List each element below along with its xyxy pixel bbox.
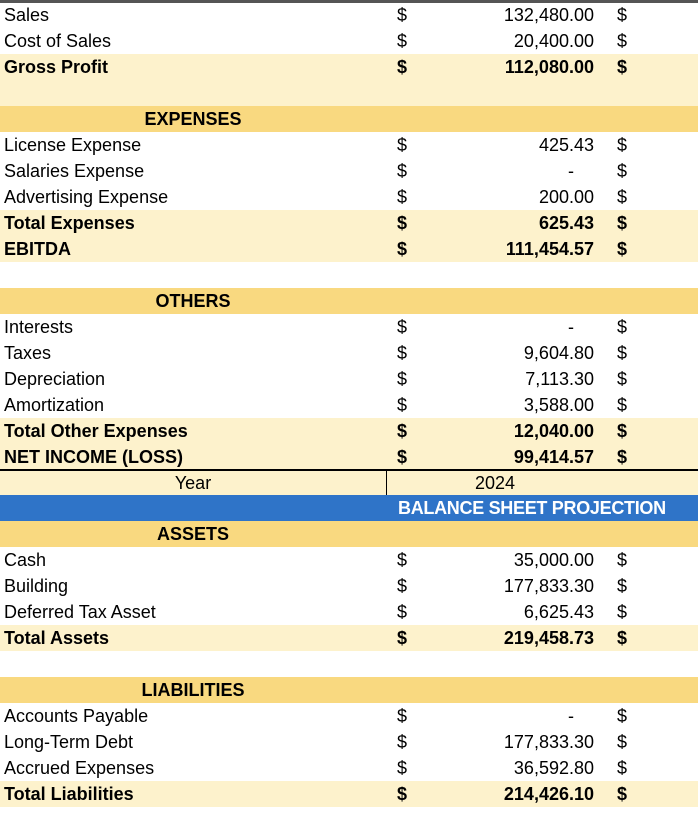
row-value: 625.43	[538, 213, 594, 233]
currency-symbol: $	[396, 576, 407, 596]
row-cash[interactable]	[0, 547, 698, 573]
row-label: Depreciation	[4, 369, 106, 389]
row-label: Sales	[4, 5, 50, 25]
row-value: 35,000.00	[513, 550, 594, 570]
row-value: 9,604.80	[523, 343, 594, 363]
row-value: 177,833.30	[503, 576, 594, 596]
row-deferred-tax-asset[interactable]	[0, 599, 698, 625]
row-label: Total Liabilities	[4, 784, 134, 804]
row-value: 111,454.57	[505, 239, 594, 259]
section-title: OTHERS	[155, 291, 231, 311]
row-label: Building	[4, 576, 69, 596]
currency-symbol: $	[396, 5, 407, 25]
currency-symbol: $	[396, 31, 407, 51]
currency-symbol: $	[396, 161, 407, 181]
year-label: Year	[174, 473, 212, 493]
currency-symbol: $	[616, 31, 627, 51]
section-header-assets[interactable]	[0, 521, 698, 547]
currency-symbol: $	[396, 343, 407, 363]
row-value: 12,040.00	[513, 421, 594, 441]
section-header-others[interactable]	[0, 288, 698, 314]
currency-symbol: $	[616, 758, 627, 778]
currency-symbol: $	[616, 187, 627, 207]
row-value: 177,833.30	[503, 732, 594, 752]
section-header-expenses[interactable]	[0, 106, 698, 132]
row-year[interactable]	[0, 471, 698, 495]
row-advertising-expense[interactable]	[0, 184, 698, 210]
row-license-expense[interactable]	[0, 132, 698, 158]
row-value: 200.00	[538, 187, 594, 207]
row-label: Cost of Sales	[4, 31, 112, 51]
balance-sheet-title: BALANCE SHEET PROJECTION	[398, 498, 666, 518]
currency-symbol: $	[616, 369, 627, 389]
currency-symbol: $	[616, 135, 627, 155]
currency-symbol: $	[396, 602, 407, 622]
row-building[interactable]	[0, 573, 698, 599]
row-taxes[interactable]	[0, 340, 698, 366]
row-net-income[interactable]	[0, 444, 698, 470]
row-total-assets[interactable]	[0, 625, 698, 651]
row-label: Gross Profit	[4, 57, 109, 77]
row-label: Total Expenses	[4, 213, 135, 233]
row-label: Interests	[4, 317, 74, 337]
row-value: 6,625.43	[523, 602, 594, 622]
spacer-row	[0, 262, 698, 288]
row-depreciation[interactable]	[0, 366, 698, 392]
row-label: Advertising Expense	[4, 187, 169, 207]
row-value: 112,080.00	[504, 57, 594, 77]
row-amortization[interactable]	[0, 392, 698, 418]
currency-symbol: $	[396, 706, 407, 726]
row-accrued-expenses[interactable]	[0, 755, 698, 781]
currency-symbol: $	[616, 161, 627, 181]
row-cost-of-sales[interactable]	[0, 28, 698, 54]
row-label: NET INCOME (LOSS)	[4, 447, 183, 467]
currency-symbol: $	[616, 550, 627, 570]
row-accounts-payable[interactable]	[0, 703, 698, 729]
section-title: ASSETS	[156, 524, 230, 544]
row-label: Total Assets	[4, 628, 110, 648]
column-separator	[386, 471, 387, 495]
currency-symbol: $	[616, 732, 627, 752]
row-value: -	[568, 706, 574, 726]
row-label: Amortization	[4, 395, 105, 415]
currency-symbol: $	[396, 628, 407, 648]
row-value: 99,414.57	[513, 447, 594, 467]
row-ebitda[interactable]	[0, 236, 698, 262]
spacer-row	[0, 651, 698, 677]
currency-symbol: $	[396, 213, 407, 233]
balance-sheet-title-bar[interactable]	[0, 495, 698, 521]
row-value: -	[568, 161, 574, 181]
row-salaries-expense[interactable]	[0, 158, 698, 184]
row-total-expenses[interactable]	[0, 210, 698, 236]
row-value: 132,480.00	[503, 5, 594, 25]
currency-symbol: $	[396, 421, 407, 441]
row-label: EBITDA	[4, 239, 71, 259]
currency-symbol: $	[616, 343, 627, 363]
currency-symbol: $	[396, 447, 407, 467]
currency-symbol: $	[616, 602, 627, 622]
row-value: 3,588.00	[523, 395, 594, 415]
currency-symbol: $	[396, 784, 407, 804]
currency-symbol: $	[616, 317, 627, 337]
row-interests[interactable]	[0, 314, 698, 340]
row-label: Total Other Expenses	[4, 421, 188, 441]
row-value: 425.43	[538, 135, 594, 155]
row-value: 219,458.73	[503, 628, 594, 648]
currency-symbol: $	[616, 239, 627, 259]
row-value: 20,400.00	[513, 31, 594, 51]
row-label: Taxes	[4, 343, 52, 363]
row-label: Cash	[4, 550, 47, 570]
row-value: -	[568, 317, 574, 337]
currency-symbol: $	[616, 784, 627, 804]
currency-symbol: $	[616, 213, 627, 233]
currency-symbol: $	[616, 421, 627, 441]
year-value: 2024	[474, 473, 516, 493]
spacer-row	[0, 80, 698, 106]
currency-symbol: $	[396, 758, 407, 778]
currency-symbol: $	[616, 395, 627, 415]
row-label: Accounts Payable	[4, 706, 149, 726]
row-value: 214,426.10	[503, 784, 594, 804]
row-value: 36,592.80	[513, 758, 594, 778]
row-label: License Expense	[4, 135, 142, 155]
row-label: Accrued Expenses	[4, 758, 155, 778]
row-total-liabilities[interactable]	[0, 781, 698, 807]
currency-symbol: $	[616, 57, 627, 77]
row-label: Deferred Tax Asset	[4, 602, 156, 622]
currency-symbol: $	[396, 395, 407, 415]
currency-symbol: $	[396, 135, 407, 155]
section-header-liabilities[interactable]	[0, 677, 698, 703]
currency-symbol: $	[396, 57, 407, 77]
currency-symbol: $	[396, 317, 407, 337]
currency-symbol: $	[616, 706, 627, 726]
currency-symbol: $	[616, 628, 627, 648]
currency-symbol: $	[616, 576, 627, 596]
row-label: Salaries Expense	[4, 161, 145, 181]
row-value: 7,113.30	[525, 369, 594, 389]
section-title: EXPENSES	[144, 109, 242, 129]
row-label: Long-Term Debt	[4, 732, 134, 752]
currency-symbol: $	[396, 239, 407, 259]
currency-symbol: $	[396, 187, 407, 207]
row-gross-profit[interactable]	[0, 54, 698, 80]
currency-symbol: $	[396, 732, 407, 752]
section-title: LIABILITIES	[141, 680, 245, 700]
currency-symbol: $	[396, 550, 407, 570]
row-total-other-expenses[interactable]	[0, 418, 698, 444]
currency-symbol: $	[616, 447, 627, 467]
row-sales[interactable]	[0, 2, 698, 28]
currency-symbol: $	[396, 369, 407, 389]
row-long-term-debt[interactable]	[0, 729, 698, 755]
currency-symbol: $	[616, 5, 627, 25]
